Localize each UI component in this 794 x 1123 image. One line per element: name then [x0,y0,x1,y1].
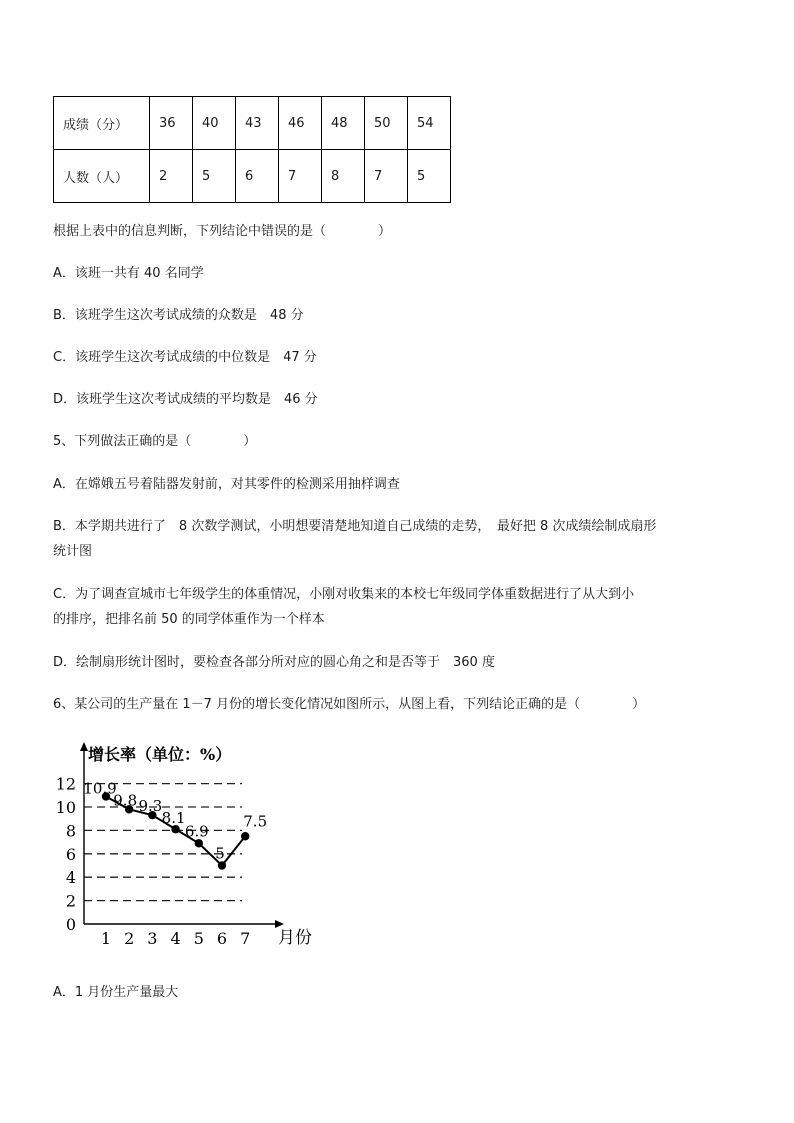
table-cell: 7 [365,150,408,203]
y-tick-label: 2 [65,891,76,911]
question-5-option-b-line2: 统计图 [53,544,93,559]
x-tick-label: 7 [240,929,251,948]
table-cell: 7 [279,150,322,203]
table-cell: 5 [193,150,236,203]
chart-title: 增长率（单位：%） [88,745,232,764]
question-4-stem: 根据上表中的信息判断，下列结论中错误的是（ ） [53,224,392,239]
growth-rate-line-chart [55,738,320,950]
x-tick-label: 4 [170,929,181,948]
x-tick-label: 5 [193,929,204,948]
question-4-option-b: B．该班学生这次考试成绩的众数是 48 分 [53,308,304,323]
data-point [241,832,249,840]
question-5-stem: 5、下列做法正确的是（ ） [53,434,257,449]
question-6-stem: 6、某公司的生产量在 1－7 月份的增长变化情况如图所示，从图上看，下列结论正确的是（ ） [53,697,646,712]
data-label: 9.8 [113,791,138,810]
x-tick-label: 3 [147,929,158,948]
data-point [218,861,226,869]
table-cell: 5 [408,150,451,203]
data-label: 10.9 [83,779,117,798]
y-tick-label: 0 [65,915,76,934]
table-cell: 46 [279,97,322,150]
data-label: 9.3 [138,797,163,816]
x-tick-label: 1 [100,929,112,948]
y-tick-label: 6 [65,844,76,864]
data-label: 6.9 [184,822,209,841]
table-cell: 2 [150,150,193,203]
table-row [54,97,451,150]
x-axis-label: 月份 [278,928,312,948]
table-cell: 43 [236,97,279,150]
y-axis-arrow [80,742,88,751]
question-5-option-b-line1: B．本学期共进行了 8 次数学测试，小明想要清楚地知道自己成绩的走势， 最好把 8 次成绩绘制成扇形 [53,519,657,534]
question-4-option-d: D．该班学生这次考试成绩的平均数是 46 分 [53,392,318,407]
question-5-option-d: D．绘制扇形统计图时，要检查各部分所对应的圆心角之和是否等于 360 度 [53,655,495,670]
x-axis-arrow [275,920,284,928]
y-tick-label: 4 [65,868,76,888]
question-5-option-a: A．在嫦娥五号着陆器发射前，对其零件的检测采用抽样调查 [53,477,400,492]
y-tick-label: 12 [55,774,76,794]
table-cell: 8 [322,150,365,203]
table-cell: 50 [365,97,408,150]
row-label-score: 成绩（分） [54,97,150,150]
data-point [195,839,203,847]
question-4-option-c: C．该班学生这次考试成绩的中位数是 47 分 [53,350,317,365]
table-row [54,150,451,203]
question-6-option-a: A．1 月份生产量最大 [53,985,179,1000]
question-5-option-c-line2: 的排序，把排名前 50 的同学体重作为一个样本 [53,612,325,627]
table-cell: 40 [193,97,236,150]
table-cell: 48 [322,97,365,150]
data-label: 8.1 [161,809,186,828]
question-4-option-a: A．该班一共有 40 名同学 [53,266,204,281]
table-cell: 54 [408,97,451,150]
data-label: 7.5 [243,812,268,831]
y-tick-label: 8 [65,821,76,841]
table-cell: 6 [236,150,279,203]
x-tick-label: 2 [124,929,135,948]
score-table [53,96,451,203]
row-label-count: 人数（人） [54,150,150,203]
x-tick-label: 6 [216,929,228,948]
y-tick-label: 10 [55,798,76,817]
question-5-option-c-line1: C．为了调查宣城市七年级学生的体重情况，小刚对收集来的本校七年级同学体重数据进行了从大到小 [53,587,635,602]
data-label: 5 [215,844,225,863]
table-cell: 36 [150,97,193,150]
